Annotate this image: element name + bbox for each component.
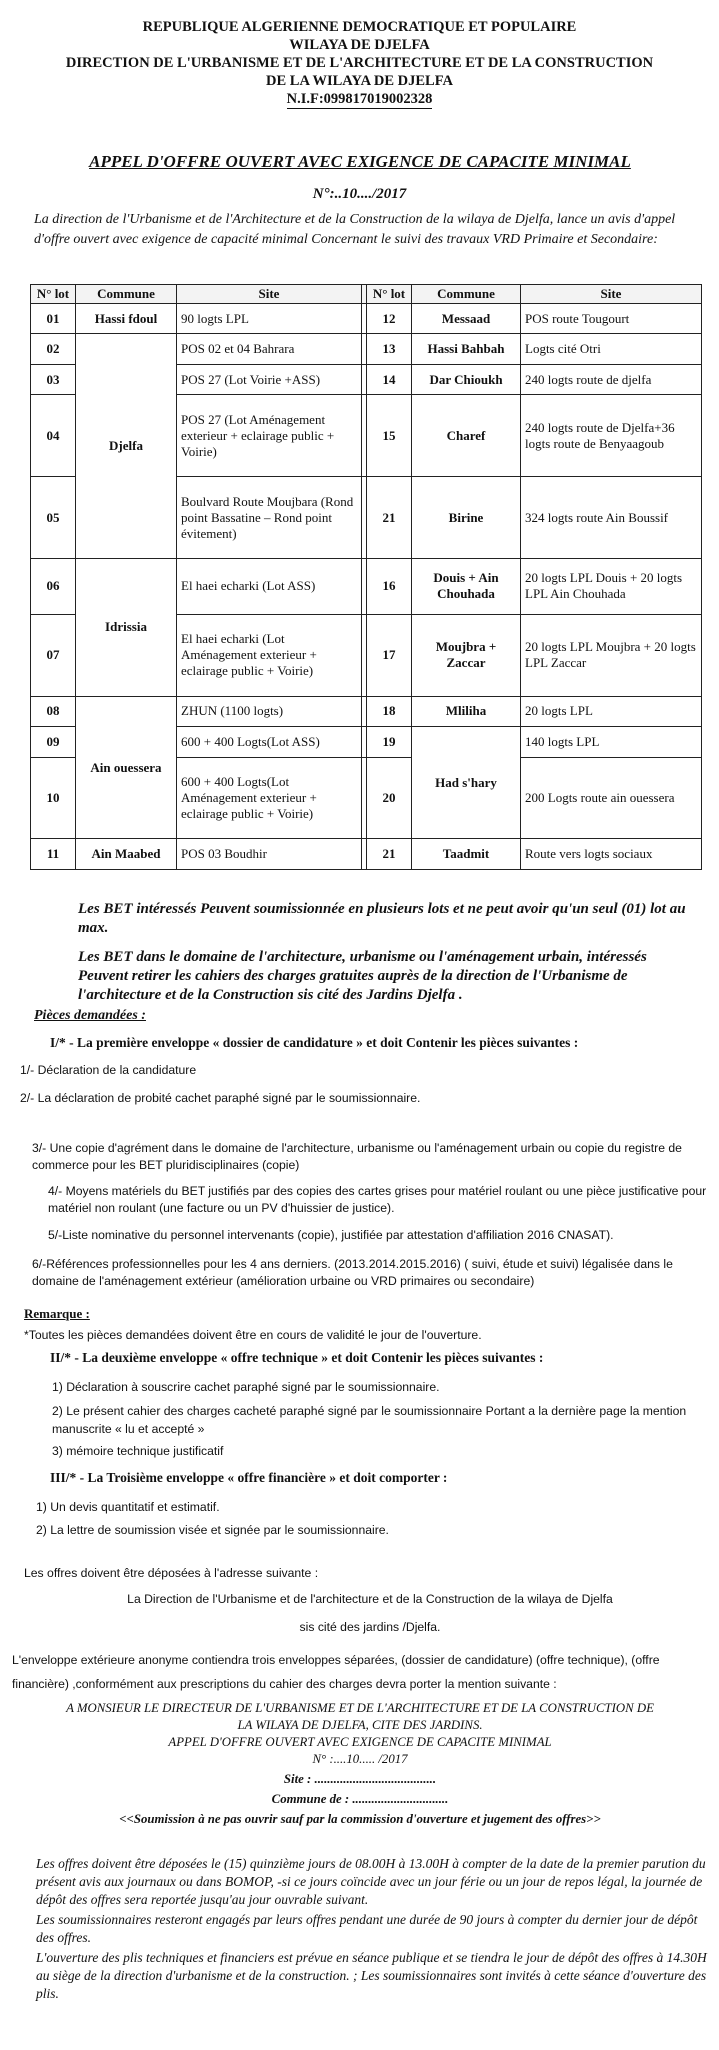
site-cell: 600 + 400 Logts(Lot Aménagement exterieur + eclairage public + Voirie) — [177, 757, 362, 839]
site-cell: POS 27 (Lot Voirie +ASS) — [177, 364, 362, 394]
env1-item-4: 4/- Moyens matériels du BET justifiés par des copies des cartes grises pour matériel roulant ou une pièce justificative pour matériel non roulant (une facture ou un PV d'huissier de justice). — [48, 1184, 707, 1215]
remarque-title: Remarque : — [24, 1306, 90, 1321]
final-paragraph-1: Les offres doivent être déposées le (15) quinzième jours de 08.00H à 13.00H à compter de la date de la premier parution du présent avis aux journaux ou dans BOMOP, -si ce jours coïncide avec un jour férie ou un jour de repos légal, la journée de dépôt des offres sera reportée jusqu'au jour ouvrable suivant. — [36, 1856, 706, 1907]
env1-item-3: 3/- Une copie d'agrément dans le domaine de l'architecture, urbanisme ou l'aménagement urbain ou copie du registre de commerce pour les BET pluridisciplinaires (copie) — [32, 1141, 682, 1172]
site-cell: 324 logts route Ain Boussif — [521, 477, 702, 559]
pieces-title: Pièces demandées : — [34, 1008, 146, 1023]
lot-number: 01 — [31, 304, 76, 334]
site-cell: El haei echarki (Lot ASS) — [177, 558, 362, 614]
lot-number: 06 — [31, 558, 76, 614]
site-cell: 140 logts LPL — [521, 727, 702, 757]
lot-number: 19 — [367, 727, 412, 757]
lot-number: 07 — [31, 615, 76, 697]
site-cell: El haei echarki (Lot Aménagement exterieur + eclairage public + Voirie) — [177, 615, 362, 697]
lot-number: 18 — [367, 696, 412, 726]
header-lot-left: N° lot — [31, 285, 76, 304]
header-site-right: Site — [521, 285, 702, 304]
mention-warning: <<Soumission à ne pas ouvrir sauf par la commission d'ouverture et jugement des offres>> — [119, 1812, 601, 1826]
lot-number: 08 — [31, 696, 76, 726]
commune-cell: Mliliha — [412, 696, 521, 726]
lot-number: 16 — [367, 558, 412, 614]
site-cell: ZHUN (1100 logts) — [177, 696, 362, 726]
table-row — [31, 334, 702, 364]
env3-item-1: 1) Un devis quantitatif et estimatif. — [36, 1500, 220, 1514]
mention-commune: Commune de : .............................. — [271, 1792, 449, 1806]
final-paragraph-2: Les soumissionnaires resteront engagés par leurs offres pendant une durée de 90 jours à compter du dernier jour de dépôt des offres. — [36, 1912, 698, 1945]
commune-cell: Dar Chioukh — [412, 364, 521, 394]
letterhead — [0, 18, 719, 109]
lots-table — [30, 284, 702, 870]
intro-paragraph: La direction de l'Urbanisme et de l'Architecture et de la Construction de la wilaya de Djelfa, lance un avis d'appel d'offre ouvert avec exigence de capacité minimal Concernant le suivi des travaux VRD Primaire et Secondaire: — [34, 212, 676, 247]
table-row — [31, 558, 702, 614]
lot-number: 02 — [31, 334, 76, 364]
envelope-1-title: I/* - La première enveloppe « dossier de candidature » et doit Contenir les pièces suivantes : — [50, 1035, 579, 1050]
site-cell: 600 + 400 Logts(Lot ASS) — [177, 727, 362, 757]
lot-number: 09 — [31, 727, 76, 757]
commune-cell: Ain Maabed — [76, 839, 177, 870]
site-cell: 200 Logts route ain ouessera — [521, 757, 702, 839]
mention-block — [4, 1700, 716, 1828]
commune-cell: Hassi Bahbah — [412, 334, 521, 364]
env1-item-2: 2/- La déclaration de probité cachet paraphé signé par le soumissionnaire. — [20, 1091, 421, 1105]
env3-item-2: 2) La lettre de soumission visée et signée par le soumissionnaire. — [36, 1523, 389, 1537]
bet-cahier-notice: Les BET dans le domaine de l'architecture, urbanisme ou l'aménagement urbain, intéressés Peuvent retirer les cahiers des charges gratuites auprès de la direction de l'Urbanisme de l'architecture et de la Construction sis cité des Jardins Djelfa . — [78, 949, 647, 1003]
commune-cell: Birine — [412, 477, 521, 559]
lot-number: 14 — [367, 364, 412, 394]
commune-cell: Djelfa — [76, 334, 177, 558]
site-cell: POS 03 Boudhir — [177, 839, 362, 870]
site-cell: POS 27 (Lot Aménagement exterieur + eclairage public + Voirie) — [177, 395, 362, 477]
commune-cell: Hassi fdoul — [76, 304, 177, 334]
commune-cell: Had s'hary — [412, 727, 521, 839]
site-cell: Logts cité Otri — [521, 334, 702, 364]
header-commune-right: Commune — [412, 285, 521, 304]
envelope-3-title: III/* - La Troisième enveloppe « offre financière » et doit comporter : — [50, 1470, 448, 1485]
commune-cell: Idrissia — [76, 558, 177, 696]
bet-lots-notice: Les BET intéressés Peuvent soumissionnée en plusieurs lots et ne peut avoir qu'un seul (01) lot au max. — [78, 901, 686, 936]
site-cell: Boulvard Route Moujbara (Rond point Bassatine – Rond point évitement) — [177, 477, 362, 559]
mention-line-3: APPEL D'OFFRE OUVERT AVEC EXIGENCE DE CAPACITE MINIMAL — [168, 1735, 552, 1749]
site-cell: 20 logts LPL Moujbra + 20 logts LPL Zaccar — [521, 615, 702, 697]
table-row — [31, 304, 702, 334]
depot-address-1: La Direction de l'Urbanisme et de l'architecture et de la Construction de la wilaya de Djelfa — [127, 1592, 613, 1606]
depot-intro: Les offres doivent être déposées à l'adresse suivante : — [24, 1566, 319, 1580]
envelope-2-title: II/* - La deuxième enveloppe « offre technique » et doit Contenir les pièces suivantes : — [50, 1350, 544, 1365]
lots-table-container — [30, 284, 702, 870]
enveloppe-paragraph: L'enveloppe extérieure anonyme contiendra trois enveloppes séparées, (dossier de candidature) (offre technique), (offre financière) ,conformément aux prescriptions du cahier des charges devra porter la mention suivante : — [12, 1653, 660, 1691]
lot-number: 13 — [367, 334, 412, 364]
commune-cell: Douis + Ain Chouhada — [412, 558, 521, 614]
site-cell: 90 logts LPL — [177, 304, 362, 334]
commune-cell: Messaad — [412, 304, 521, 334]
letterhead-line-3: DIRECTION DE L'URBANISME ET DE L'ARCHITECTURE ET DE LA CONSTRUCTION — [65, 55, 654, 71]
lot-number: 04 — [31, 395, 76, 477]
letterhead-line-4: DE LA WILAYA DE DJELFA — [266, 73, 453, 89]
env1-item-1: 1/- Déclaration de la candidature — [20, 1063, 197, 1077]
letterhead-line-2: WILAYA DE DJELFA — [289, 37, 430, 53]
mention-site: Site : ...................................... — [283, 1772, 437, 1786]
lot-number: 12 — [367, 304, 412, 334]
table-row — [31, 696, 702, 726]
site-cell: 20 logts LPL — [521, 696, 702, 726]
remarque-text: *Toutes les pièces demandées doivent être en cours de validité le jour de l'ouverture. — [24, 1328, 482, 1342]
commune-cell: Ain ouessera — [76, 696, 177, 839]
commune-cell: Charef — [412, 395, 521, 477]
site-cell: POS route Tougourt — [521, 304, 702, 334]
lot-number: 15 — [367, 395, 412, 477]
lot-number: 20 — [367, 757, 412, 839]
env1-item-6: 6/-Références professionnelles pour les 4 ans derniers. (2013.2014.2015.2016) ( suivi, étude et suivi) légalisée dans le domaine de l'aménagement extérieur (amélioration urbaine ou VRD primaires ou secondaire) — [32, 1257, 673, 1288]
mention-line-2: LA WILAYA DE DJELFA, CITE DES JARDINS. — [237, 1718, 483, 1732]
lot-number: 11 — [31, 839, 76, 870]
table-row — [31, 839, 702, 870]
site-cell: 240 logts route de djelfa — [521, 364, 702, 394]
header-commune-left: Commune — [76, 285, 177, 304]
lot-number: 21 — [367, 839, 412, 870]
notice-title: APPEL D'OFFRE OUVERT AVEC EXIGENCE DE CAPACITE MINIMAL — [89, 152, 631, 171]
lot-number: 21 — [367, 477, 412, 559]
site-cell: POS 02 et 04 Bahrara — [177, 334, 362, 364]
commune-cell: Moujbra + Zaccar — [412, 615, 521, 697]
env2-item-1: 1) Déclaration à souscrire cachet paraphé signé par le soumissionnaire. — [52, 1380, 440, 1394]
site-cell: 20 logts LPL Douis + 20 logts LPL Ain Chouhada — [521, 558, 702, 614]
env2-item-2: 2) Le présent cahier des charges cacheté paraphé signé par le soumissionnaire Portant a la dernière page la mention manuscrite « lu et accepté » — [52, 1404, 687, 1436]
table-header-row — [31, 285, 702, 304]
lot-number: 03 — [31, 364, 76, 394]
mention-line-1: A MONSIEUR LE DIRECTEUR DE L'URBANISME ET DE L'ARCHITECTURE ET DE LA CONSTRUCTION DE — [66, 1701, 654, 1715]
lot-number: 10 — [31, 757, 76, 839]
env2-item-3: 3) mémoire technique justificatif — [52, 1444, 224, 1458]
header-site-left: Site — [177, 285, 362, 304]
commune-cell: Taadmit — [412, 839, 521, 870]
notice-number: N°:..10..../2017 — [312, 186, 407, 202]
letterhead-line-1: REPUBLIQUE ALGERIENNE DEMOCRATIQUE ET POPULAIRE — [142, 19, 577, 35]
site-cell: 240 logts route de Djelfa+36 logts route de Benyaagoub — [521, 395, 702, 477]
lot-number: 05 — [31, 477, 76, 559]
site-cell: Route vers logts sociaux — [521, 839, 702, 870]
nif-number: N.I.F:099817019002328 — [286, 91, 433, 107]
mention-line-4: N° :....10..... /2017 — [312, 1752, 408, 1766]
depot-address-2: sis cité des jardins /Djelfa. — [299, 1620, 441, 1634]
env1-item-5: 5/-Liste nominative du personnel intervenants (copie), justifiée par attestation d'affiliation 2016 CNASAT). — [48, 1228, 614, 1242]
lot-number: 17 — [367, 615, 412, 697]
final-paragraph-3: L'ouverture des plis techniques et financiers est prévue en séance publique et se tiendra le jour de dépôt des offres à 14.30H au siège de la direction d'urbanisme et de la construction. ; Les soumissionnaires sont invités à cette séance d'ouverture des plis. — [36, 1950, 707, 2001]
header-lot-right: N° lot — [367, 285, 412, 304]
